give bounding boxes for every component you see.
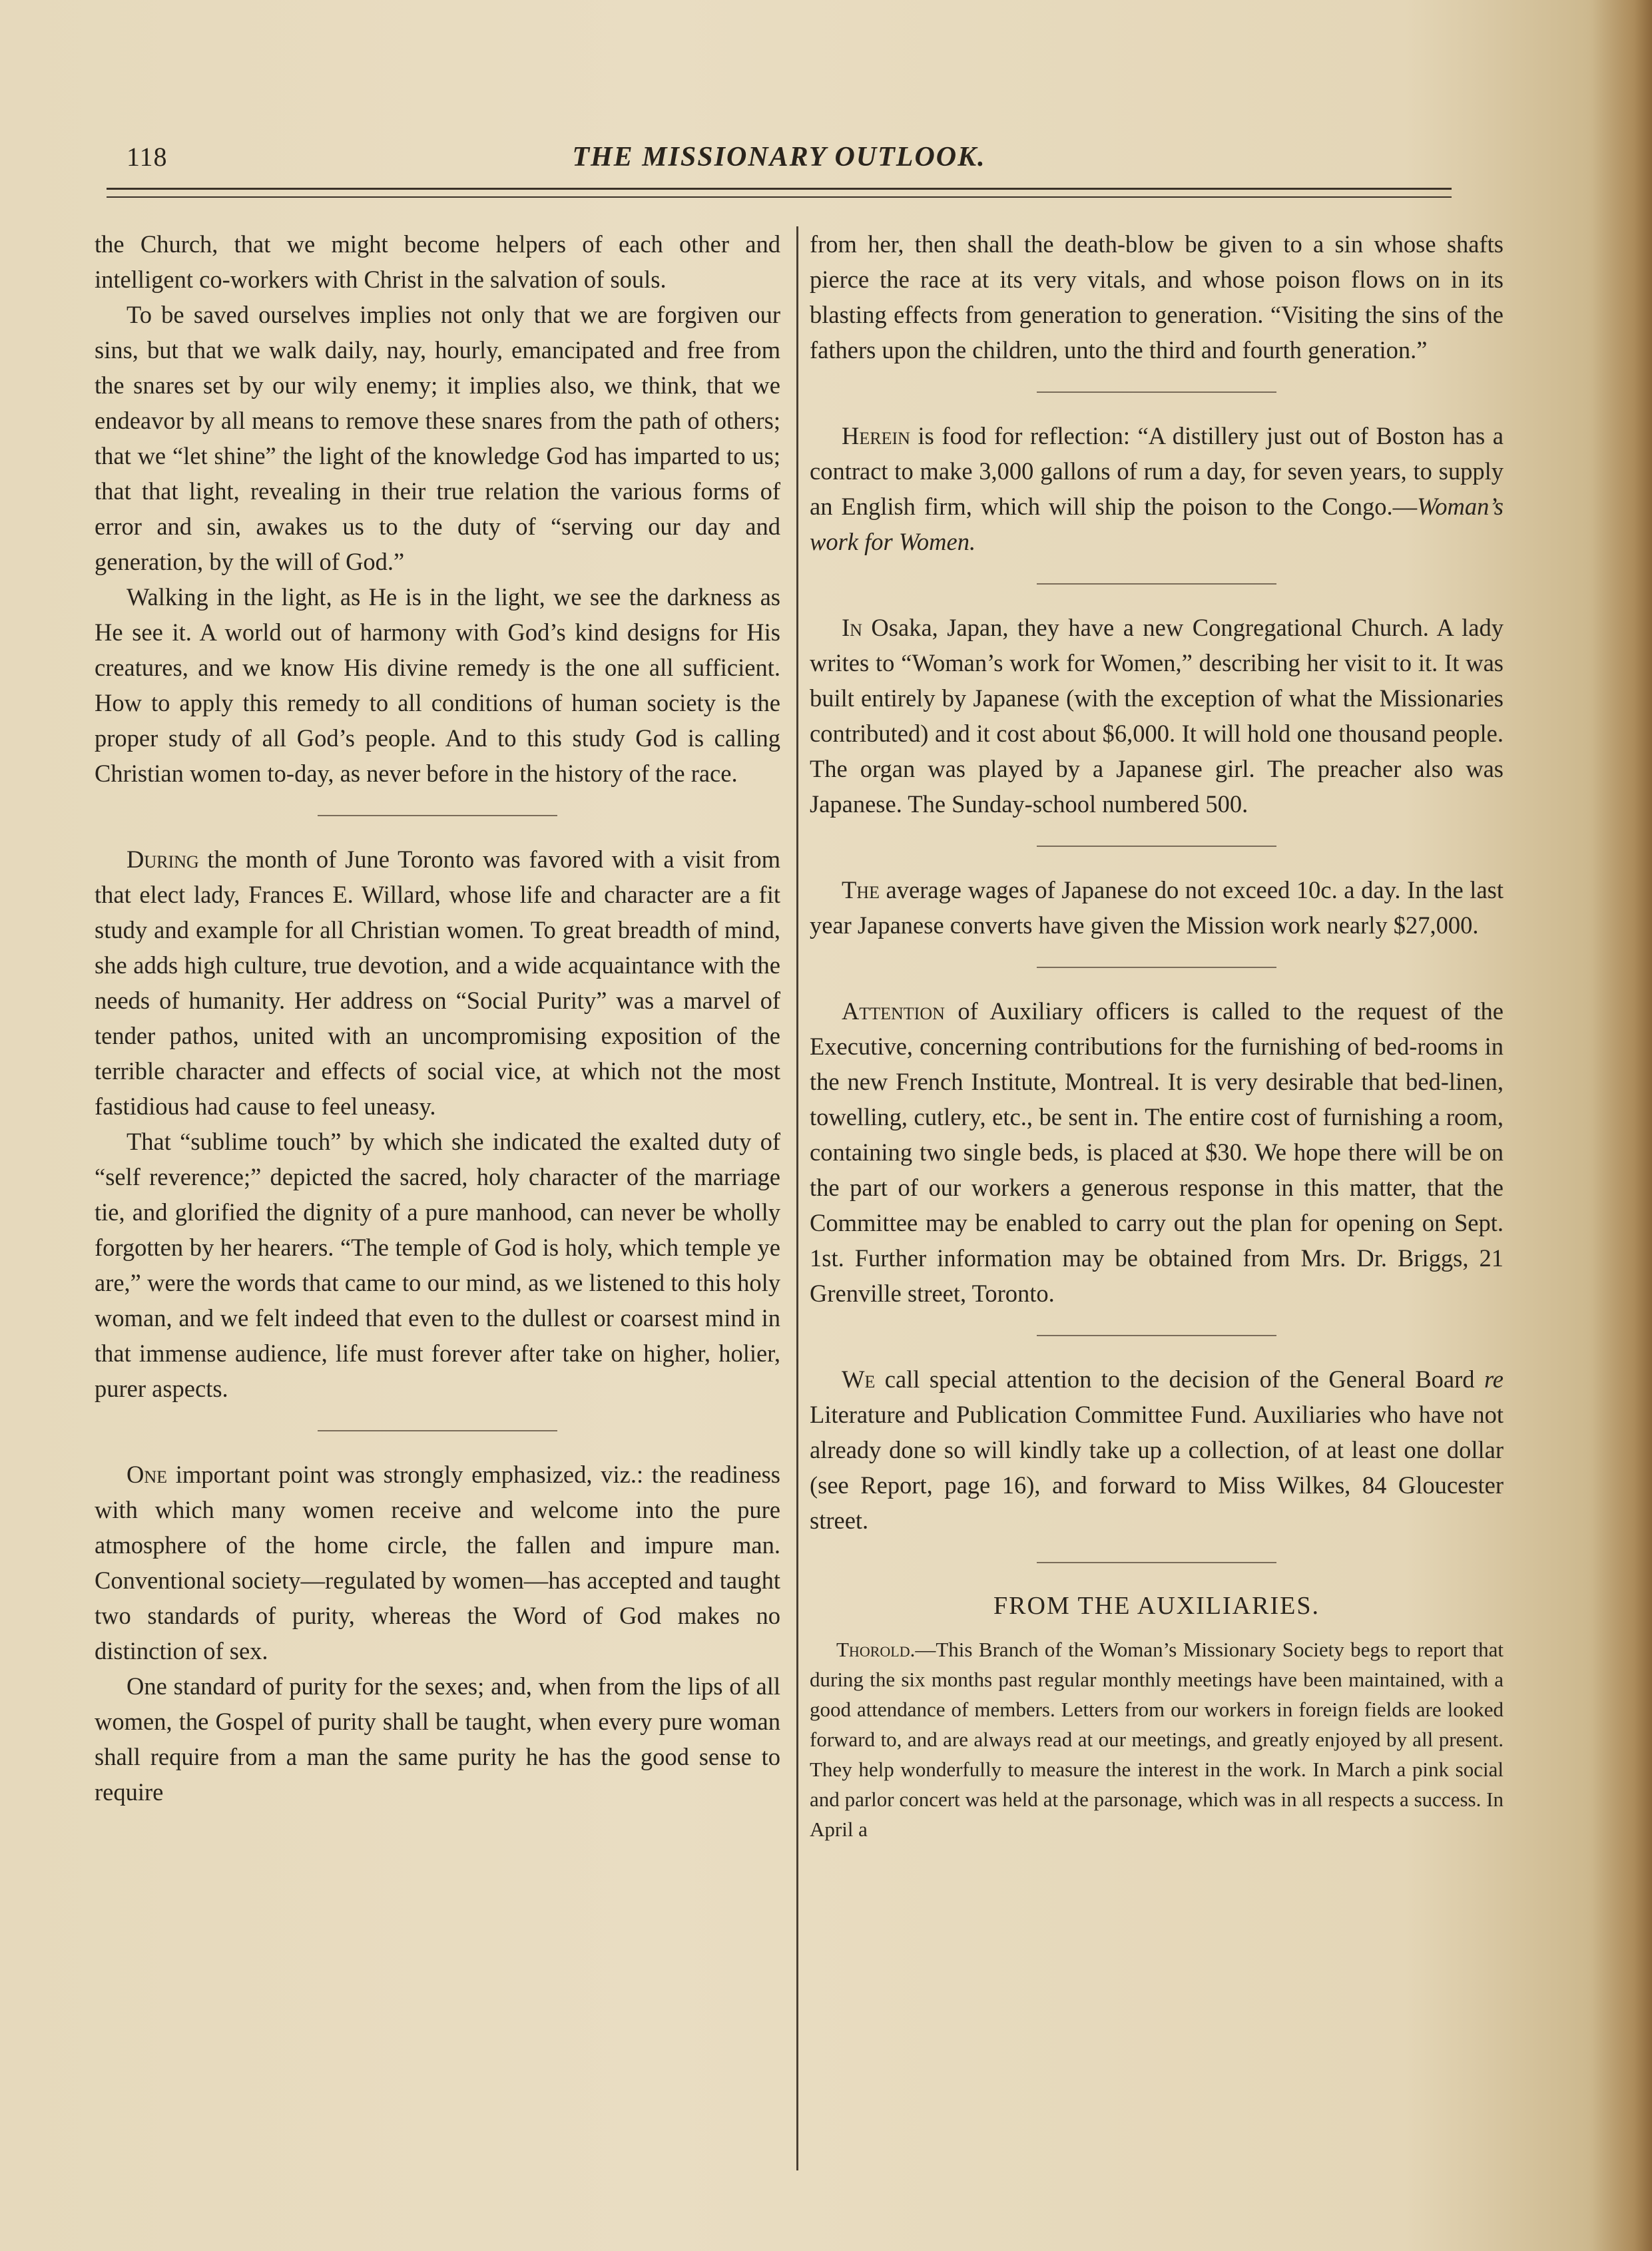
page-number: 118 <box>127 142 168 172</box>
page-header <box>107 141 1452 181</box>
separator-rule <box>1037 967 1276 968</box>
left-paragraph-1: the Church, that we might become helpers of each other and intelligent co-workers with Christ in the salvation of souls. <box>95 230 780 293</box>
separator-rule <box>1037 1562 1276 1563</box>
right-column <box>810 226 1504 1844</box>
left-paragraph-3: Walking in the light, as He is in the light, we see the darkness as He see it. A world out of harmony with God’s kind designs for His creatures, and we know His divine remedy is the one all sufficient. How to apply this remedy to all conditions of human society is the proper study of all God’s people. And to this study God is calling Christian women to-day, as never before in the history of the race. <box>95 583 780 787</box>
lead-word: Thorold. <box>836 1638 916 1661</box>
journal-title: THE MISSIONARY OUTLOOK. <box>572 142 986 172</box>
page-edge-shadow <box>1592 0 1652 2251</box>
paragraph-text: is food for reflection: “A distillery just out of Boston has a contract to make 3,000 gallons of rum a day, for seven years, to supply an English firm, which will ship the poison to the Congo.— <box>810 422 1504 520</box>
separator-rule <box>1037 1335 1276 1336</box>
right-paragraph-5 <box>810 993 1504 1311</box>
left-paragraph-4 <box>95 842 780 1124</box>
separator-rule <box>1037 583 1276 585</box>
left-column <box>95 226 780 1810</box>
left-paragraph-6 <box>95 1457 780 1668</box>
paragraph-text: Osaka, Japan, they have a new Congregational Church. A lady writes to “Woman’s work for Women,” describing her visit to it. It was built entirely by Japanese (with the exception of what the Missionaries contributed) and it cost about $6,000. It will hold one thousand people. The organ was played by a Japanese girl. The preacher also was Japanese. The Sunday-school numbered 500. <box>810 614 1504 818</box>
paragraph-text: Literature and Publication Committee Fund. Auxiliaries who have not already done so will kindly take up a collection, of at least one dollar (see Report, page 16), and forward to Miss Wilkes, 84 Gloucester street. <box>810 1401 1504 1534</box>
header-rule <box>107 188 1452 198</box>
right-paragraph-3 <box>810 610 1504 822</box>
lead-word: One <box>127 1461 168 1488</box>
right-paragraph-4 <box>810 872 1504 943</box>
lead-word: The <box>842 876 880 903</box>
latin-re: re <box>1484 1366 1504 1393</box>
separator-rule <box>1037 846 1276 847</box>
separator-rule <box>318 815 557 816</box>
left-paragraph-2: To be saved ourselves implies not only that we are forgiven our sins, but that we walk daily, nay, hourly, emancipated and free from the snares set by our wily enemy; it implies also, we think, that we endeavor by all means to remove these snares from the path of others; that we “let shine” the light of the knowledge God has imparted to us; that that light, revealing in their true relation the various forms of error and sin, awakes us to the duty of “serving our day and generation, by the will of God.” <box>95 301 780 575</box>
lead-word: We <box>842 1366 876 1393</box>
separator-rule <box>1037 391 1276 393</box>
thorold-report <box>810 1634 1504 1844</box>
right-paragraph-6 <box>810 1362 1504 1538</box>
section-heading: FROM THE AUXILIARIES. <box>993 1592 1320 1620</box>
lead-word: Herein <box>842 422 910 449</box>
source-citation: Woman’s work for Women. <box>810 493 1504 555</box>
paragraph-text: —This Branch of the Woman’s Missionary Society begs to report that during the six months past regular monthly meetings have been maintained, with a good attendance of members. Letters from our workers in foreign fields are looked forward to, and are always read at our meetings, and greatly enjoyed by all present. They help wonderfully to measure the interest in the work. In March a pink social and parlor concert was held at the parsonage, which was in all respects a success. In April a <box>810 1638 1504 1841</box>
right-paragraph-1: from her, then shall the death-blow be given to a sin whose shafts pierce the race at its very vitals, and whose poison flows on in its blasting effects from generation to generation. “Visiting the sins of the fathers upon the children, unto the third and fourth generation.” <box>810 230 1504 364</box>
left-paragraph-7: One standard of purity for the sexes; and, when from the lips of all women, the Gospel of purity shall be taught, when every pure woman shall require from a man the same purity he has the good sense to require <box>95 1672 780 1806</box>
paragraph-text: important point was strongly emphasized, viz.: the readiness with which many women receive and welcome into the pure atmosphere of the home circle, the fallen and impure man. Conventional society—regulated by women—has accepted and taught two standards of purity, whereas the Word of God makes no distinction of sex. <box>95 1461 780 1664</box>
right-paragraph-2 <box>810 418 1504 559</box>
auxiliaries-reports <box>810 1634 1504 1844</box>
lead-word: Attention <box>842 997 945 1025</box>
lead-word: In <box>842 614 862 641</box>
separator-rule <box>318 1430 557 1431</box>
lead-word: During <box>127 846 199 873</box>
paragraph-text: of Auxiliary officers is called to the request of the Executive, concerning contributions for the furnishing of bed-rooms in the new French Institute, Montreal. It is very desirable that bed-linen, towelling, cutlery, etc., be sent in. The entire cost of furnishing a room, containing two single beds, is placed at $30. We hope there will be on the part of our workers a generous response in this matter, that the Committee may be enabled to carry out the plan for opening on Sept. 1st. Further information may be obtained from Mrs. Dr. Briggs, 21 Grenville street, Toronto. <box>810 997 1504 1307</box>
left-paragraph-5: That “sublime touch” by which she indicated the exalted duty of “self reverence;” depicted the sacred, holy character of the marriage tie, and glorified the dignity of a pure manhood, can never be wholly forgotten by her hearers. “The temple of God is holy, which temple ye are,” were the words that came to our mind, as we listened to this holy woman, and we felt indeed that even to the dullest or coarsest mind in that immense audience, life must forever after take on higher, holier, purer aspects. <box>95 1128 780 1402</box>
column-divider <box>796 226 798 2170</box>
paragraph-text: the month of June Toronto was favored with a visit from that elect lady, Frances E. Willard, whose life and character are a fit study and example for all Christian women. To great breadth of mind, she adds high culture, true devotion, and a wide acquaintance with the needs of humanity. Her address on “Social Purity” was a marvel of tender pathos, united with an uncompromising exposition of the terrible character and effects of social vice, at which not the most fastidious had cause to feel uneasy. <box>95 846 780 1120</box>
paragraph-text: call special attention to the decision of the General Board <box>875 1366 1484 1393</box>
paragraph-text: average wages of Japanese do not exceed 10c. a day. In the last year Japanese converts have given the Mission work nearly $27,000. <box>810 876 1504 939</box>
